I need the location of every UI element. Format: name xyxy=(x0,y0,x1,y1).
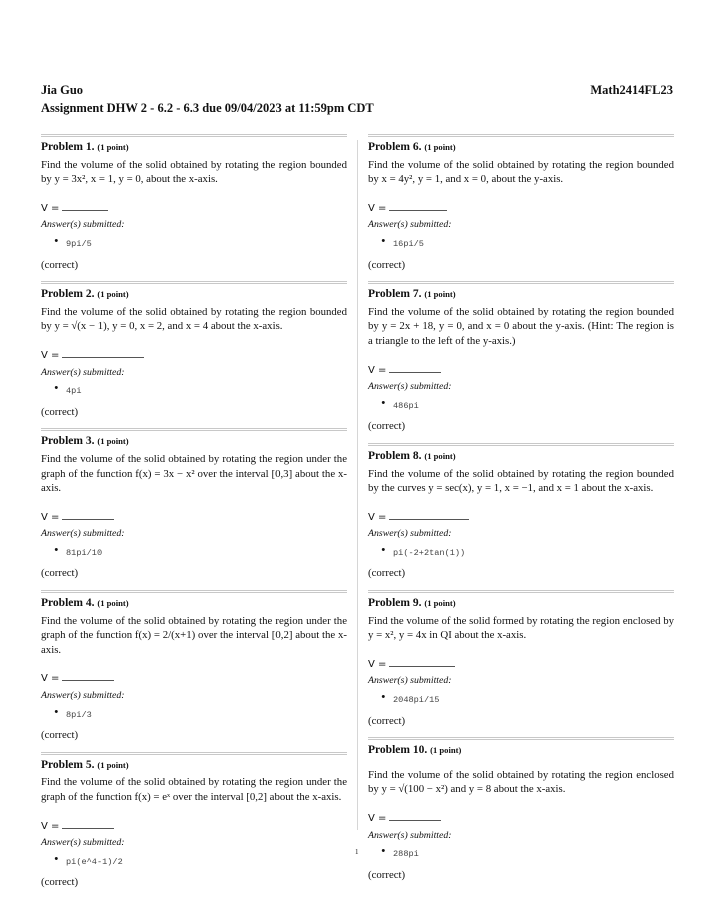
answer-status: (correct) xyxy=(41,405,79,418)
answer-status: (correct) xyxy=(368,714,406,727)
problem-title: Problem 8. (1 point) xyxy=(368,449,456,462)
answers-submitted-label: Answer(s) submitted: xyxy=(41,366,125,378)
problem-title: Problem 1. (1 point) xyxy=(41,141,129,153)
problem-title: Problem 10. (1 point) xyxy=(368,744,462,757)
answer-blank xyxy=(389,809,441,821)
submitted-answer: • 288pi xyxy=(393,847,674,862)
problem-title: Problem 6. (1 point) xyxy=(368,141,456,153)
problem-points: (1 point) xyxy=(97,598,129,609)
answer-line: V = xyxy=(368,199,674,217)
page-number: 1 xyxy=(355,848,359,856)
problem-9 xyxy=(368,590,674,728)
problem-8 xyxy=(368,443,674,581)
problem-6 xyxy=(368,134,674,272)
answers-submitted-label: Answer(s) submitted: xyxy=(41,837,125,849)
problem-points: (1 point) xyxy=(424,142,456,152)
submitted-answer: • 8pi/3 xyxy=(66,708,347,723)
problem-2 xyxy=(41,281,347,419)
answers-submitted-label: Answer(s) submitted: xyxy=(368,219,452,231)
answer-blank xyxy=(389,655,455,667)
page-header xyxy=(41,83,673,116)
problem-points: (1 point) xyxy=(424,598,456,609)
submitted-answer: • pi(-2+2tan(1)) xyxy=(393,546,674,561)
problem-title: Problem 3. (1 point) xyxy=(41,435,129,448)
answer-status: (correct) xyxy=(368,567,406,580)
answer-line: V = xyxy=(368,655,674,673)
answer-line: V = xyxy=(41,508,347,526)
answer-blank xyxy=(389,361,441,373)
answer-blank xyxy=(62,817,114,829)
answers-submitted-label: Answer(s) submitted: xyxy=(368,381,452,393)
answer-line: V = xyxy=(368,508,674,526)
student-name: Jia Guo xyxy=(41,83,84,97)
submitted-answer: • 9pi/5 xyxy=(66,237,347,252)
problem-text: Find the volume of the solid obtained by rotating the region under the graph of the function f(x) = 2/(x+1) over the interval [0,2] about the x-axis. xyxy=(41,614,347,656)
answer-status: (correct) xyxy=(41,729,79,742)
problem-points: (1 point) xyxy=(97,436,129,447)
right-column xyxy=(368,134,674,891)
submitted-answer: • 486pi xyxy=(393,399,674,414)
problem-text: Find the volume of the solid obtained by rotating the region enclosed by y = √(100 − x²) and y = 8 about the x-axis. xyxy=(368,768,674,796)
answer-status: (correct) xyxy=(41,567,79,580)
answer-status: (correct) xyxy=(368,420,406,433)
problem-title: Problem 5. (1 point) xyxy=(41,758,129,771)
answer-blank xyxy=(389,508,469,520)
problem-5 xyxy=(41,752,347,890)
problem-title: Problem 4. (1 point) xyxy=(41,597,129,610)
answer-line: V = xyxy=(368,361,674,379)
problem-1 xyxy=(41,134,347,272)
answer-line: V = xyxy=(41,669,347,687)
answers-submitted-label: Answer(s) submitted: xyxy=(368,528,452,540)
assignment-title: Assignment DHW 2 - 6.2 - 6.3 due 09/04/2023 at 11:59pm CDT xyxy=(41,101,374,115)
submitted-answer: • 81pi/10 xyxy=(66,546,347,561)
left-column xyxy=(41,134,347,899)
problem-text: Find the volume of the solid formed by rotating the region enclosed by y = x², y = 4x in QI about the x-axis. xyxy=(368,614,674,642)
problem-text: Find the volume of the solid obtained by rotating the region under the graph of the function f(x) = eˣ over the interval [0,2] about the x-axis. xyxy=(41,776,347,803)
problem-title: Problem 9. (1 point) xyxy=(368,597,456,610)
problem-points: (1 point) xyxy=(424,450,456,461)
answers-submitted-label: Answer(s) submitted: xyxy=(368,675,452,687)
answers-submitted-label: Answer(s) submitted: xyxy=(41,690,125,702)
problem-points: (1 point) xyxy=(97,289,129,300)
problem-points: (1 point) xyxy=(97,759,129,770)
submitted-answer: • 16pi/5 xyxy=(393,237,674,252)
problem-points: (1 point) xyxy=(97,142,129,152)
problem-text: Find the volume of the solid obtained by rotating the region bounded by y = 2x + 18, y = 0, and x = 0 about the y-axis. (Hint: The region is a triangle to the left of the y-axis.) xyxy=(368,305,674,347)
submitted-answer: • pi(e^4-1)/2 xyxy=(66,855,347,870)
answer-line: V = xyxy=(41,346,347,364)
column-divider xyxy=(357,140,358,830)
answer-line: V = xyxy=(368,809,674,827)
answers-submitted-label: Answer(s) submitted: xyxy=(41,528,125,540)
answer-status: (correct) xyxy=(368,868,406,881)
problem-text: Find the volume of the solid obtained by rotating the region bounded by the curves y = sec(x), y = 1, x = −1, and x = 1 about the x-axis. xyxy=(368,467,674,495)
submitted-answer: • 2048pi/15 xyxy=(393,693,674,708)
answer-status: (correct) xyxy=(368,258,406,271)
answer-blank xyxy=(62,199,108,211)
problem-3 xyxy=(41,428,347,581)
answers-submitted-label: Answer(s) submitted: xyxy=(368,829,452,841)
answer-line: V = xyxy=(41,199,347,217)
course-code: Math2414FL23 xyxy=(590,83,673,97)
problem-points: (1 point) xyxy=(430,745,462,756)
problem-text: Find the volume of the solid obtained by rotating the region under the graph of the function f(x) = 3x − x² over the interval [0,3] about the x-axis. xyxy=(41,452,347,495)
answer-blank xyxy=(62,669,114,681)
problem-4 xyxy=(41,590,347,743)
problem-title: Problem 2. (1 point) xyxy=(41,288,129,301)
answers-submitted-label: Answer(s) submitted: xyxy=(41,219,125,231)
submitted-answer: • 4pi xyxy=(66,384,347,399)
problem-title: Problem 7. (1 point) xyxy=(368,288,456,301)
answer-status: (correct) xyxy=(41,876,79,889)
answer-blank xyxy=(389,199,447,211)
answer-blank xyxy=(62,508,114,520)
answer-status: (correct) xyxy=(41,258,79,271)
answer-line: V = xyxy=(41,817,347,835)
problem-points: (1 point) xyxy=(424,289,456,300)
problem-10 xyxy=(368,737,674,882)
problem-text: Find the volume of the solid obtained by rotating the region bounded by x = 4y², y = 1, and x = 0, about the y-axis. xyxy=(368,158,674,186)
answer-blank xyxy=(62,346,144,358)
problem-text: Find the volume of the solid obtained by rotating the region bounded by y = 3x², x = 1, y = 0, about the x-axis. xyxy=(41,158,347,186)
problem-text: Find the volume of the solid obtained by rotating the region bounded by y = √(x − 1), y = 0, x = 2, and x = 4 about the x-axis. xyxy=(41,305,347,333)
problem-7 xyxy=(368,281,674,434)
